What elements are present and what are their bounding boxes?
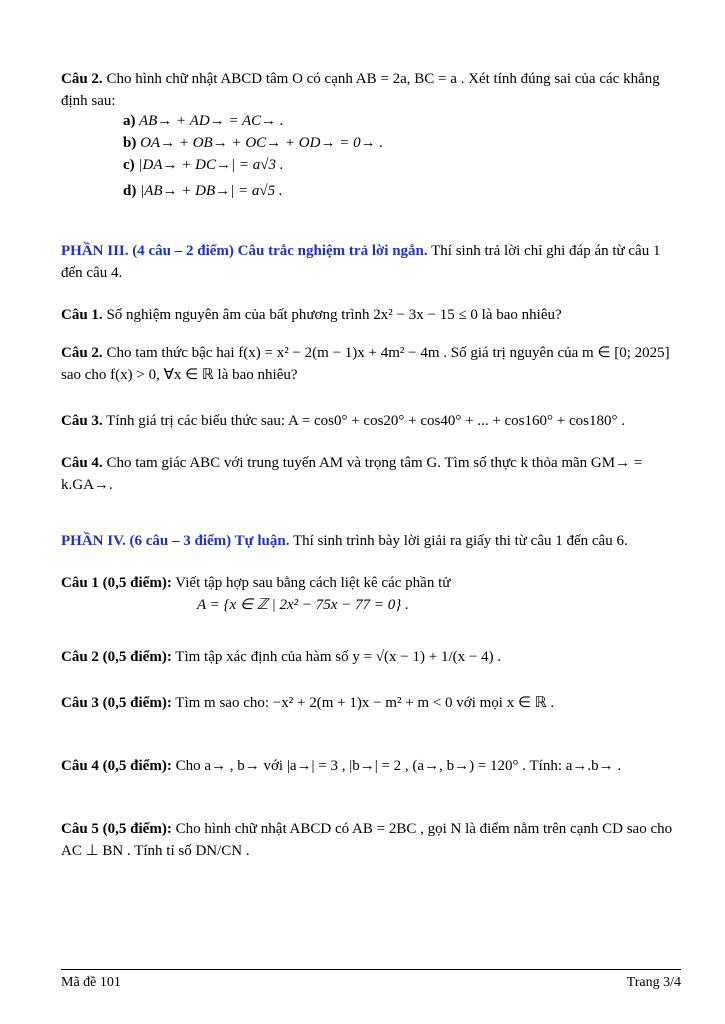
part4-q5-label: Câu 5 (0,5 điểm): bbox=[61, 821, 172, 837]
option-a-text: AB→ + AD→ = AC→ . bbox=[135, 113, 284, 129]
part3-q3-label: Câu 3. bbox=[61, 413, 103, 429]
part3-q1-label: Câu 1. bbox=[61, 307, 103, 323]
part3-q3-text: Tính giá trị các biểu thức sau: A = cos0° + cos20° + cos40° + ... + cos160° + cos180° . bbox=[102, 413, 625, 429]
option-d-text: |AB→ + DB→| = a√5 . bbox=[136, 183, 283, 199]
option-c-label: c) bbox=[123, 157, 135, 173]
q2-option-b bbox=[123, 132, 383, 154]
part4-q3 bbox=[61, 692, 681, 714]
set-formula: A = {x ∈ ℤ | 2x² − 75x − 77 = 0} . bbox=[197, 597, 409, 613]
part3-title: PHẦN III. (4 câu – 2 điểm) bbox=[61, 243, 234, 259]
part4-q4-text: Cho a→ , b→ với |a→| = 3 , |b→| = 2 , (a→, b→) = 120° . Tính: a→.b→ . bbox=[171, 758, 622, 774]
part4-q1 bbox=[61, 572, 681, 594]
part4-q2-text: Tìm tập xác định của hàm số y = √(x − 1) + 1/(x − 4) . bbox=[171, 649, 502, 665]
part3-q3 bbox=[61, 410, 681, 432]
part4-q2 bbox=[61, 646, 681, 668]
part3-q4-text: Cho tam giác ABC với trung tuyến AM và trọng tâm G. Tìm số thực k thỏa mãn GM→ = k.GA→. bbox=[61, 455, 643, 493]
part4-q1-label: Câu 1 (0,5 điểm): bbox=[61, 575, 172, 591]
option-b-label: b) bbox=[123, 135, 137, 151]
part3-q4-label: Câu 4. bbox=[61, 455, 103, 471]
part4-q3-text: Tìm m sao cho: −x² + 2(m + 1)x − m² + m < 0 với mọi x ∈ ℝ . bbox=[171, 695, 555, 711]
part3-q1-text: Số nghiệm nguyên âm của bất phương trình 2x² − 3x − 15 ≤ 0 là bao nhiêu? bbox=[102, 307, 562, 323]
part3-q1 bbox=[61, 304, 681, 326]
part4-q1-formula bbox=[61, 594, 681, 616]
q2-option-c bbox=[123, 154, 283, 176]
part4-title: PHẦN IV. (6 câu – 3 điểm) bbox=[61, 533, 232, 549]
part3-desc: Thí sinh trả lời chỉ ghi đáp án từ câu 1 đến câu 4. bbox=[61, 243, 661, 281]
q2-option-a bbox=[123, 110, 284, 132]
part4-subtitle: Tự luận. bbox=[231, 533, 290, 549]
part4-q4 bbox=[61, 755, 681, 777]
part4-q4-label: Câu 4 (0,5 điểm): bbox=[61, 758, 172, 774]
option-c-text: |DA→ + DC→| = a√3 . bbox=[134, 157, 284, 173]
footer-divider bbox=[61, 969, 681, 970]
exam-code: Mã đề 101 bbox=[61, 975, 121, 990]
part3-q2-text: Cho tam thức bậc hai f(x) = x² − 2(m − 1)x + 4m² − 4m . Số giá trị nguyên của m ∈ [0; 2025] sao cho f(x) > 0, ∀x ∈ ℝ là bao nhiêu? bbox=[61, 345, 670, 383]
option-d-label: d) bbox=[123, 183, 137, 199]
q2-label: Câu 2. bbox=[61, 71, 103, 87]
part4-q3-label: Câu 3 (0,5 điểm): bbox=[61, 695, 172, 711]
part4-q1-text: Viết tập hợp sau bằng cách liệt kê các phần tử bbox=[171, 575, 451, 591]
page-number: Trang 3/4 bbox=[626, 975, 681, 990]
part4-q5 bbox=[61, 818, 681, 862]
part3-q4 bbox=[61, 452, 681, 496]
q2-option-d bbox=[123, 180, 283, 202]
part3-q2-label: Câu 2. bbox=[61, 345, 103, 361]
part4-q2-label: Câu 2 (0,5 điểm): bbox=[61, 649, 172, 665]
part3-subtitle: Câu trắc nghiệm trả lời ngắn. bbox=[233, 243, 428, 259]
option-a-label: a) bbox=[123, 113, 136, 129]
option-b-text: OA→ + OB→ + OC→ + OD→ = 0→ . bbox=[136, 135, 384, 151]
part4-q5-text: Cho hình chữ nhật ABCD có AB = 2BC , gọi N là điểm nằm trên cạnh CD sao cho AC ⊥ BN . Tính tỉ số DN/CN . bbox=[61, 821, 673, 859]
part4-desc: Thí sinh trình bày lời giải ra giấy thi từ câu 1 đến câu 6. bbox=[289, 533, 628, 549]
part4-header bbox=[61, 530, 681, 552]
q2-intro: Cho hình chữ nhật ABCD tâm O có cạnh AB = 2a, BC = a . Xét tính đúng sai của các khẳng định sau: bbox=[61, 71, 660, 109]
part3-q2 bbox=[61, 342, 681, 386]
part3-header bbox=[61, 240, 681, 284]
q2-statement bbox=[61, 68, 681, 112]
